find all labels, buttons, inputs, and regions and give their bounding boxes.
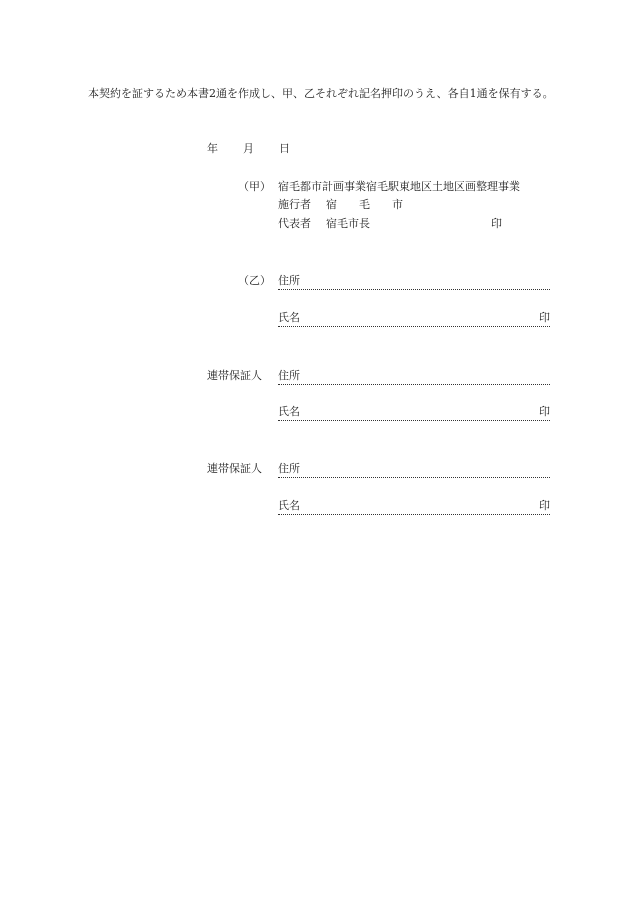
guarantor-2-address-label: 住所 [278,462,300,475]
party-a-rep-name: 宿毛市長 [326,217,370,230]
guarantor-2-seal: 印 [539,499,550,512]
guarantor-1-address-field [278,368,550,385]
guarantor-2-name-field [278,498,550,515]
date-month: 月 [243,142,254,155]
party-b-label: （乙） [238,274,271,287]
guarantor-1-name-field [278,404,550,421]
party-b-seal: 印 [539,311,550,324]
party-b-address-label: 住所 [278,274,300,287]
date-day: 日 [279,142,290,155]
party-a-project: 宿毛都市計画事業宿毛駅東地区土地区画整理事業 [278,180,520,193]
intro-paragraph [74,84,560,103]
guarantor-2-name-label: 氏名 [278,499,300,512]
guarantor-1-seal: 印 [539,405,550,418]
date-year: 年 [207,142,218,155]
guarantor-1-label: 連帯保証人 [207,369,262,382]
guarantor-1-address-label: 住所 [278,369,300,382]
intro-text: 本契約を証するため本書2通を作成し、甲、乙それぞれ記名押印のうえ、各自1通を保有する。 [88,87,554,100]
guarantor-2-label: 連帯保証人 [207,462,262,475]
party-b-address-field [278,273,550,290]
party-a-seal: 印 [491,217,502,230]
party-b-name-label: 氏名 [278,311,300,324]
guarantor-1-name-label: 氏名 [278,405,300,418]
guarantor-2-address-field [278,461,550,478]
party-a-executor-label: 施行者 [278,198,311,211]
party-a-executor-name: 宿 毛 市 [326,198,403,211]
party-a-rep-label: 代表者 [278,217,311,230]
party-a-label: （甲） [238,180,271,193]
party-b-name-field [278,310,550,327]
